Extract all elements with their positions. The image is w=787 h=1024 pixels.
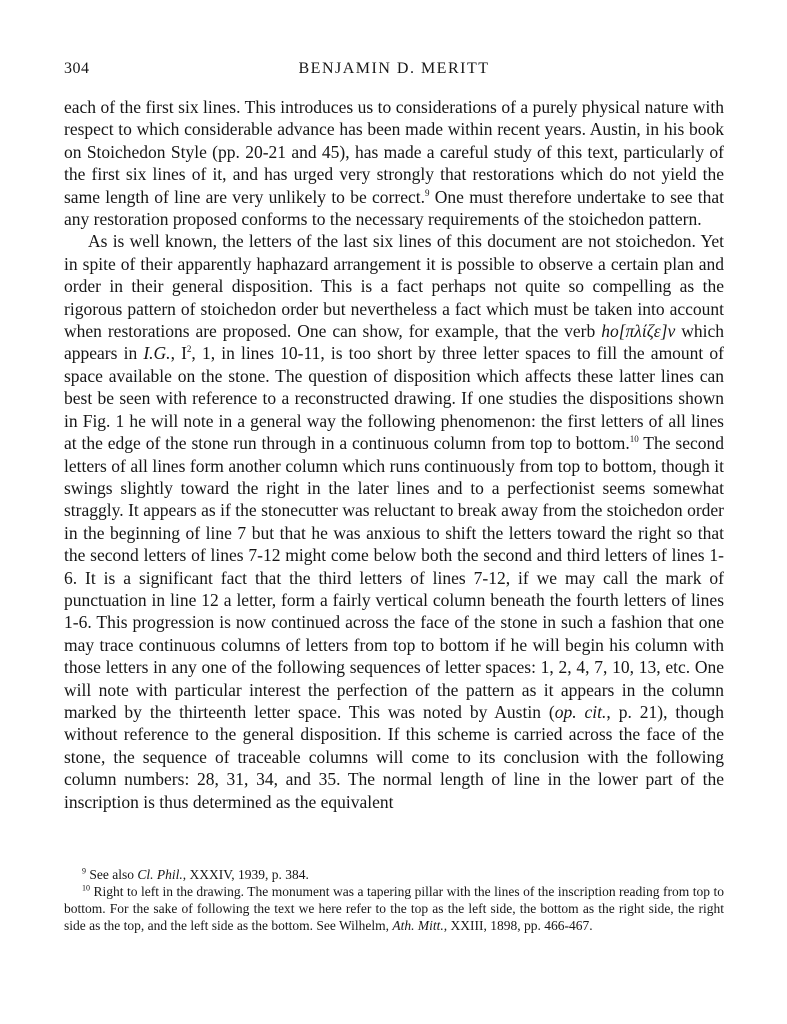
page-header [64, 60, 724, 84]
footnotes [64, 866, 724, 934]
paragraph-1-text-b: One must therefore undertake to see that any restoration proposed conforms to the necessary requirements of the stoichedon pattern. [64, 186, 724, 230]
page [64, 60, 724, 813]
page-number: 304 [64, 60, 90, 77]
footnote-9 [64, 866, 724, 883]
paragraph-1 [64, 96, 724, 230]
footnote-10 [64, 883, 724, 934]
footnote-10-text-a: Right to left in the drawing. The monument was a tapering pillar with the lines of the inscription reading from top to bottom. For the sake of following the text we here refer to the top as the left side, the bottom as the right side, the right side as the top, and the left side as the bottom. See Wilhelm, [64, 884, 724, 933]
footnote-9-text-a: See also [86, 867, 138, 882]
paragraph-2-text-c: , I [170, 343, 187, 364]
paragraph-1-text-a: each of the first six lines. This introduces us to considerations of a purely physical nature with respect to which considerable advance has been made within recent years. Austin, in his book on Stoichedon Style (pp. 20-21 and 45), has made a careful study of this text, particularly of the first six lines of it, and has urged very strongly that restorations which do not yield the same length of line are very unlikely to be correct. [64, 97, 724, 207]
edition-superscript: 2 [186, 344, 192, 355]
ig-citation: I.G. [143, 343, 171, 364]
running-head: BENJAMIN D. MERITT [298, 60, 490, 77]
paragraph-2-text-d: , 1, in lines 10-11, is too short by three letter spaces to fill the amount of space available on the stone. The question of disposition which affects these latter lines can best be seen with reference to a reconstructed drawing. If one studies the dispositions shown in Fig. 1 he will note in a general way the following phenomenon: the first letters of all lines at the edge of the stone run through in a continuous column from top to bottom. [64, 343, 725, 454]
footnote-ref-10: 10 [629, 434, 639, 445]
footnote-10-journal: Ath. Mitt. [392, 918, 444, 933]
footnote-10-mark: 10 [82, 883, 90, 893]
paragraph-2-text-f: , p. 21), though without reference to the general disposition. If this scheme is carried across the face of the stone, the sequence of traceable columns will come to its conclusion with the following column numbers: 28, 31, 34, and 35. The normal length of line in the lower part of the inscription is thus determined as the equivalent [64, 701, 724, 812]
op-cit: op. cit. [554, 701, 607, 722]
footnote-9-mark: 9 [82, 866, 86, 876]
greek-verb: hο[πλίζε]ν [601, 321, 676, 342]
footnote-ref-9: 9 [424, 187, 430, 198]
paragraph-2 [64, 230, 724, 813]
paragraph-2-text-e: The second letters of all lines form another column which runs continuously from top to bottom, though it swings slightly toward the right in the later lines and to a perfectionist seems somewhat straggly. It appears as if the stonecutter was reluctant to break away from the stoichedon order in the beginning of line 7 but that he was anxious to shift the letters toward the right so that the second letters of lines 7-12 might come below both the second and third letters of lines 1-6. It is a significant fact that the third letters of lines 7-12, if we may call the mark of punctuation in line 12 a letter, form a fairly vertical column beneath the fourth letters of lines 1-6. This progression is now continued across the face of the stone in such a fashion that one may trace continuous columns of letters from top to bottom if he will begin his column with those letters in any one of the following sequences of letter spaces: 1, 2, 4, 7, 10, 13, etc. One will note with particular interest the perfection of the pattern as it appears in the column marked by the thirteenth letter space. This was noted by Austin ( [64, 433, 724, 722]
body-text [64, 96, 724, 813]
footnote-10-text-b: , XXIII, 1898, pp. 466-467. [443, 918, 593, 933]
paragraph-2-text-a: As is well known, the letters of the last six lines of this document are not stoichedon. Yet in spite of their apparently haphazard arrangement it is possible to observe a certain plan and order in their general disposition. This is a fact perhaps not quite so compelling as the rigorous pattern of stoichedon order but nevertheless a fact which must be taken into account when restorations are proposed. One can show, for example, that the verb [64, 231, 724, 342]
footnote-9-text-b: , XXXIV, 1939, p. 384. [182, 867, 309, 882]
footnote-9-journal: Cl. Phil. [137, 867, 183, 882]
paragraph-2-text-b: which appears in [64, 321, 724, 364]
